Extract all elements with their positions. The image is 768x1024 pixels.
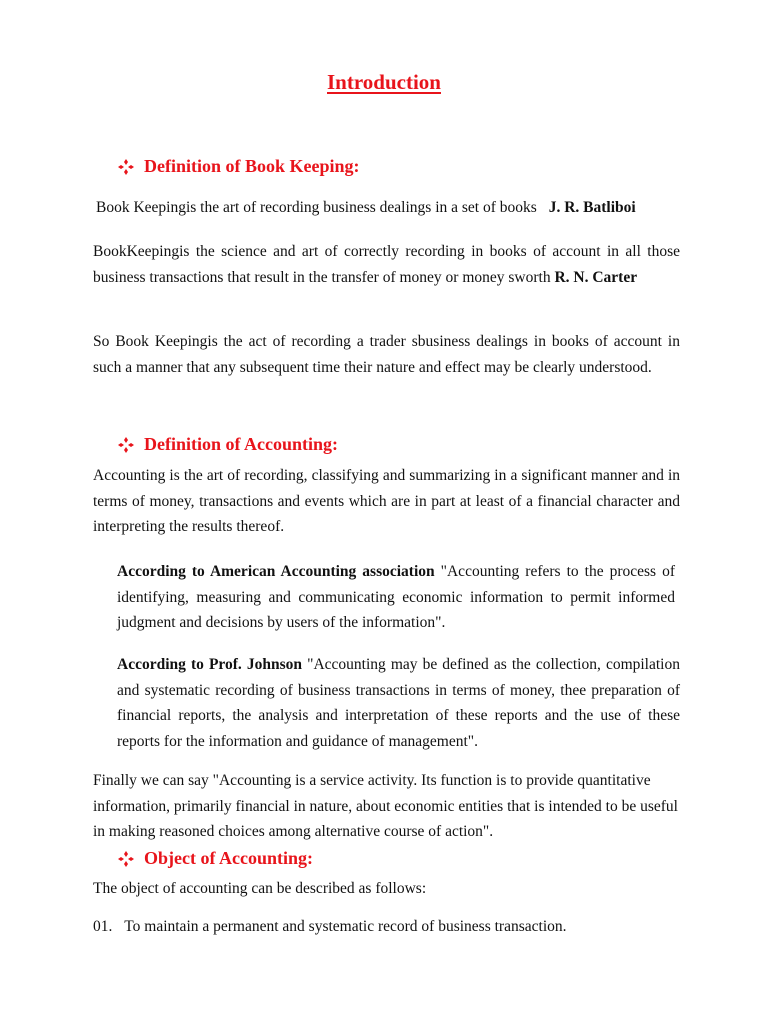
quote-1-source: According to American Accounting association [117,563,435,580]
diamond-bullet-icon [118,159,134,175]
heading-book-keeping [118,156,360,177]
object-intro-text: The object of accounting can be described as follows: [93,880,427,897]
accounting-finally [93,768,680,845]
heading-object-text: Object of Accounting: [144,848,313,868]
def-3-text: So Book Keepingis the act of recording a trader sbusiness dealings in books of account in such a manner that any subsequent time their nature and effect may be clearly understood. [93,333,680,376]
quote-2-source: According to Prof. Johnson [117,656,303,673]
page-title-text: Introduction [327,70,441,94]
quote-2-text: "Accounting may be defined as the collection, compilation and systematic recording of business transactions in terms of money, thee preparation of financial reports, the analysis and interpretation of these reports and the use of these reports for the information and guidance of management". [117,656,680,750]
def-1-text: Book Keepingis the art of recording business dealings in a set of books [96,199,537,216]
heading-book-keeping-text: Definition of Book Keeping: [144,156,360,176]
finally-text: Finally we can say "Accounting is a service activity. Its function is to provide quantitative information, primarily financial in nature, about economic entities that is intended to be useful in making reasoned choices among alternative course of action". [93,772,678,840]
quote-american-association [117,559,675,636]
quote-1-text: "Accounting refers to the process of identifying, measuring and communicating economic information to permit informed judgment and decisions by users of the information". [117,563,676,631]
diamond-bullet-icon [118,851,134,867]
object-list-item [93,918,567,936]
book-keeping-def-2 [93,239,680,290]
accounting-def-text: Accounting is the art of recording, classifying and summarizing in a significant manner and in terms of money, transactions and events which are in part at least of a financial character and interpreting the results thereof. [93,467,680,535]
book-keeping-def-3 [93,329,680,380]
accounting-def [93,463,680,540]
diamond-bullet-icon [118,437,134,453]
quote-prof-johnson [117,652,680,754]
def-1-author: J. R. Batliboi [548,199,636,216]
heading-accounting [118,434,338,455]
object-intro [93,880,426,898]
heading-object-of-accounting [118,848,313,869]
page-title [0,70,768,95]
book-keeping-def-1 [96,199,636,217]
list-item-number: 01. [93,918,113,935]
list-item-text: To maintain a permanent and systematic record of business transaction. [124,918,567,935]
def-2-text: BookKeepingis the science and art of correctly recording in books of account in all those business transactions that result in the transfer of money or money sworth [93,243,680,286]
def-2-author: R. N. Carter [554,268,638,286]
heading-accounting-text: Definition of Accounting: [144,434,339,454]
